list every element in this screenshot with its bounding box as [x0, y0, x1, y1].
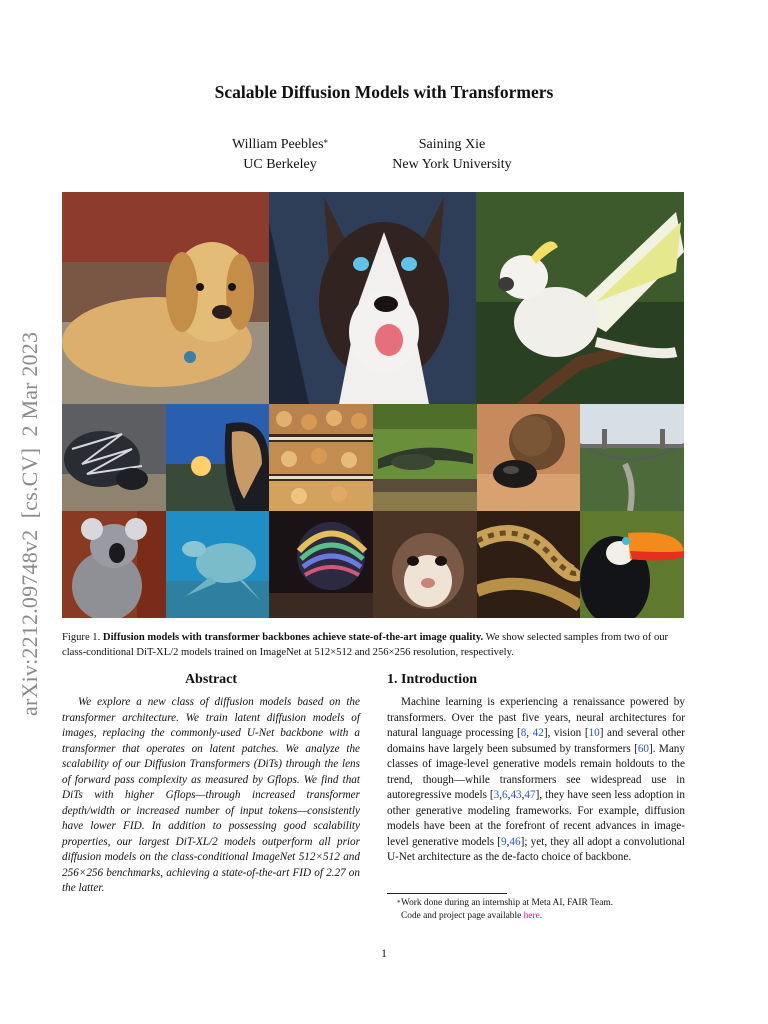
footnote-line-1: Work done during an internship at Meta AI, FAIR Team. — [401, 898, 613, 908]
citation-link[interactable]: 9 — [501, 835, 507, 848]
author-affiliation-1: UC Berkeley — [243, 157, 317, 172]
footnote — [397, 897, 685, 923]
citation-separator: , — [521, 789, 525, 801]
caption-bold-text: Diffusion models with transformer backbones achieve state-of-the-art image quality. — [102, 632, 484, 643]
figure-1-caption — [62, 630, 684, 660]
sample-dung-beetle — [477, 404, 580, 511]
sample-cockatoo — [476, 192, 684, 404]
author-name-2: Saining Xie — [418, 137, 486, 152]
footnote-line-2-prefix: Code and project page available — [401, 911, 524, 921]
citation-separator: , — [526, 727, 533, 739]
caption-text: We show selected samples from two of our class-conditional DiT-XL/2 models trained on ImageNet at 512×512 and 256×256 resolution, respectively. — [62, 632, 669, 658]
footnote-mark: * — [397, 899, 401, 907]
intro-text-1: Machine learning is experiencing a renaissance powered by transformers. Over the past five years, neural architectures for natural language processing [ — [387, 696, 685, 739]
citation-link[interactable]: 47 — [524, 789, 536, 801]
caption-label: Figure 1. — [62, 632, 101, 643]
sample-toucan — [580, 511, 684, 618]
author-mark-1: * — [323, 138, 329, 148]
sample-husky — [269, 192, 476, 404]
abstract-heading: Abstract — [184, 672, 238, 687]
citation-link[interactable]: 42 — [532, 727, 544, 739]
citation-separator: , — [499, 789, 503, 801]
intro-text-5: ], they have seen less adoption in other generative modeling frameworks. For example, diffusion models have been at the forefront of recent advances in image-level generative models [ — [387, 789, 686, 848]
sample-soap-bubble — [269, 511, 373, 618]
abstract-body: We explore a new class of diffusion models based on the transformer architecture. We train latent diffusion models of images, replacing the commonly-used U-Net backbone with a transformer that operates on latent patches. We analyze the scalability of our Diffusion Transformers (DiTs) through the lens of forward pass complexity as measured by Gflops. We find that DiTs with higher Gflops—through increased transformer depth/width or increased number of input tokens—consistently have lower FID. In addition to possessing good scalability properties, our largest DiT-XL/2 models outperform all prior diffusion models on the class-conditional ImageNet 512×512 and 256×256 benchmarks, achieving a state-of-the-art FID of 2.27 on the latter. — [62, 696, 360, 894]
citation-link[interactable]: 43 — [510, 789, 522, 801]
citation-separator: , — [506, 835, 510, 848]
citation-link[interactable]: 10 — [588, 727, 600, 739]
sample-koala — [62, 511, 166, 618]
intro-text-6: ]; yet, they all adopt a convolutional U-Net architecture as the de-facto choice of backbone. — [387, 835, 685, 863]
intro-text-2: ], vision [ — [543, 727, 589, 739]
paper-title: Scalable Diffusion Models with Transformers — [214, 82, 554, 102]
footnote-line-2 — [401, 910, 685, 923]
intro-text-4: ]. Many classes of image-level generative models remain holdouts to the trend, though—while transformers see widespread use in autoregressive models [ — [387, 742, 685, 801]
project-page-link[interactable]: here — [523, 911, 540, 921]
sample-crocodile — [373, 404, 477, 511]
intro-text-3: ] and several other domains have largely been subsumed by transformers [ — [387, 727, 685, 755]
arxiv-identifier-stamp: arXiv:2212.09748v2 [cs.CV] 2 Mar 2023 — [17, 331, 42, 716]
page-number: 1 — [381, 946, 387, 960]
sample-suspension-bridge — [580, 404, 684, 511]
sample-car-side-mirror — [166, 404, 269, 511]
introduction-paragraph — [387, 695, 685, 866]
introduction-heading: 1. Introduction — [387, 672, 477, 687]
footnote-line-2-suffix: . — [539, 911, 543, 921]
sample-bakery-shelves — [269, 404, 373, 511]
citation-link[interactable]: 3 — [493, 789, 500, 801]
citation-link[interactable]: 46 — [509, 835, 521, 848]
sample-ferret — [373, 511, 477, 618]
figure-1-sample-grid — [62, 192, 684, 618]
sample-snake — [477, 511, 580, 618]
citation-separator: , — [507, 789, 511, 801]
citation-link[interactable]: 60 — [637, 742, 649, 755]
author-name-1-text: William Peebles — [231, 137, 324, 152]
author-block-2 — [342, 135, 562, 175]
author-affiliation-2: New York University — [392, 157, 512, 172]
sample-porcupine — [62, 404, 166, 511]
sample-sea-turtle — [166, 511, 269, 618]
sample-golden-retriever-puppy — [62, 192, 269, 404]
citation-link[interactable]: 8 — [520, 727, 527, 739]
citation-link[interactable]: 6 — [502, 789, 508, 801]
footnote-divider — [387, 893, 507, 894]
